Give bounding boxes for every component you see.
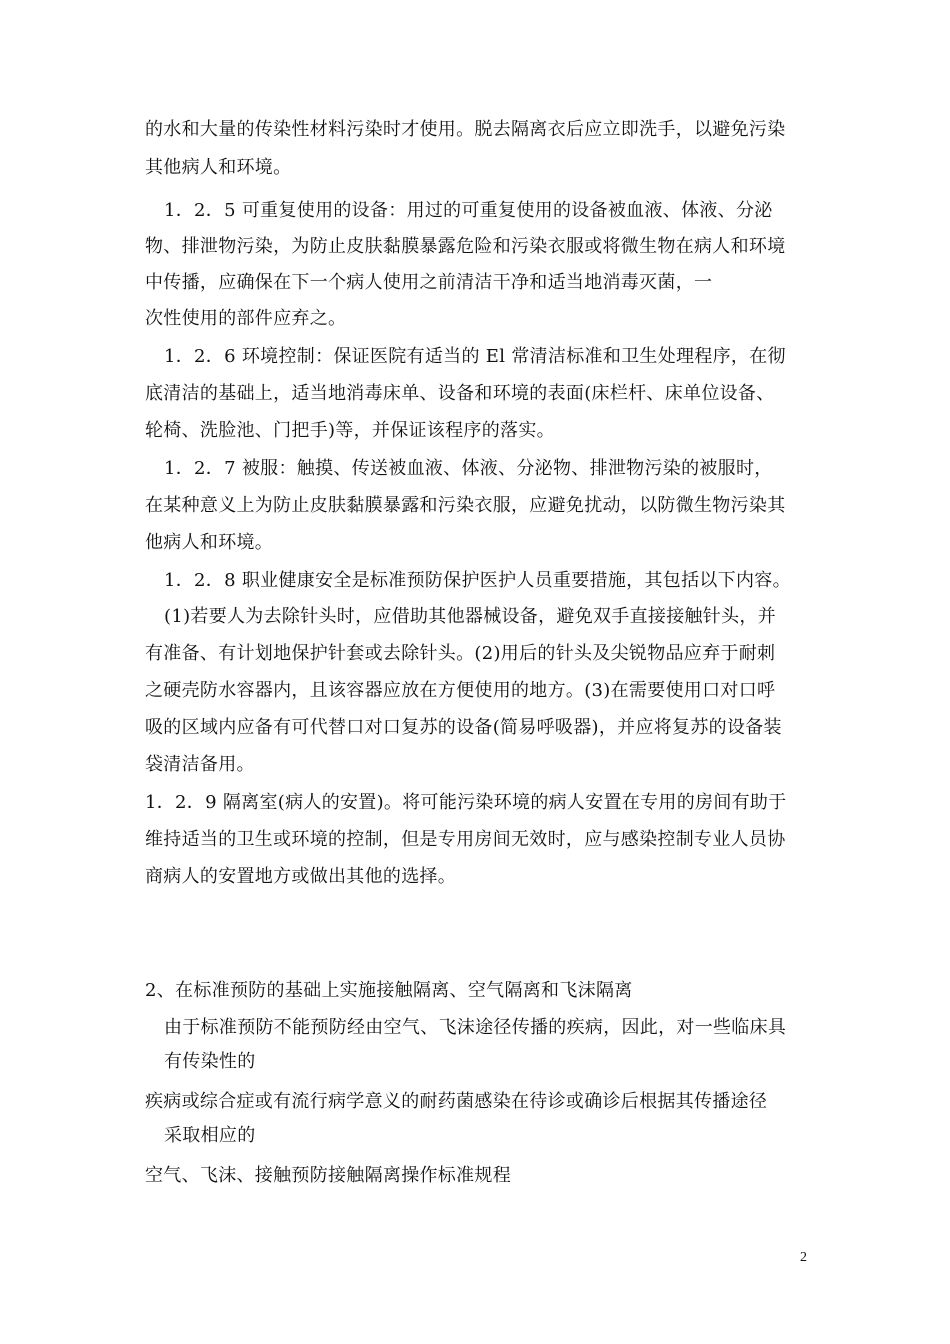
- page-number: 2: [800, 1250, 807, 1265]
- text-line: 轮椅、洗脸池、门把手)等，并保证该程序的落实。: [145, 420, 555, 441]
- text-line: 的水和大量的传染性材料污染时才使用。脱去隔离衣后应立即洗手，以避免污染: [145, 119, 786, 140]
- section-1-2-5-heading-line: 1．2．5 可重复使用的设备：用过的可重复使用的设备被血液、体液、分泌: [164, 200, 773, 221]
- section-1-2-7-heading-line: 1．2．7 被服：触摸、传送被血液、体液、分泌物、排泄物污染的被服时，: [164, 458, 773, 479]
- section-1-2-9-heading-line: 1．2．9 隔离室(病人的安置)。将可能污染环境的病人安置在专用的房间有助于: [145, 792, 787, 813]
- text-line: 商病人的安置地方或做出其他的选择。: [145, 866, 457, 887]
- text-line: 维持适当的卫生或环境的控制，但是专用房间无效时，应与感染控制专业人员协: [145, 829, 786, 850]
- text-line: 袋清洁备用。: [145, 754, 255, 775]
- text-line: 他病人和环境。: [145, 532, 274, 553]
- text-line: 有传染性的: [164, 1051, 256, 1072]
- text-line: (1)若要人为去除针头时，应借助其他器械设备，避免双手直接接触针头，并: [164, 606, 776, 627]
- section-1-2-6-heading-line: 1．2．6 环境控制：保证医院有适当的 El 常清洁标准和卫生处理程序，在彻: [164, 346, 786, 367]
- text-line: 中传播，应确保在下一个病人使用之前清洁干净和适当地消毒灭菌，一: [145, 272, 713, 293]
- text-line: 次性使用的部件应弃之。: [145, 308, 347, 329]
- text-line: 疾病或综合症或有流行病学意义的耐药菌感染在待诊或确诊后根据其传播途径: [145, 1091, 768, 1112]
- text-line: 底清洁的基础上，适当地消毒床单、设备和环境的表面(床栏杆、床单位设备、: [145, 383, 775, 404]
- text-line: 其他病人和环境。: [145, 157, 292, 178]
- text-line: 有准备、有计划地保护针套或去除针头。(2)用后的针头及尖锐物品应弃于耐刺: [145, 643, 776, 664]
- text-line: 由于标准预防不能预防经由空气、飞沫途径传播的疾病，因此，对一些临床具: [164, 1017, 787, 1038]
- section-1-2-8-heading-line: 1．2．8 职业健康安全是标准预防保护医护人员重要措施，其包括以下内容。: [164, 570, 791, 591]
- text-line: 在某种意义上为防止皮肤黏膜暴露和污染衣服，应避免扰动，以防微生物污染其: [145, 495, 786, 516]
- section-2-heading: 2、在标准预防的基础上实施接触隔离、空气隔离和飞沫隔离: [145, 980, 633, 1001]
- text-line: 吸的区域内应备有可代替口对口复苏的设备(简易呼吸器)，并应将复苏的设备装: [145, 717, 782, 738]
- text-line: 之硬壳防水容器内，且该容器应放在方便使用的地方。(3)在需要使用口对口呼: [145, 680, 776, 701]
- text-line: 空气、飞沫、接触预防接触隔离操作标准规程: [145, 1165, 511, 1186]
- text-line: 采取相应的: [164, 1125, 256, 1146]
- text-line: 物、排泄物污染，为防止皮肤黏膜暴露危险和污染衣服或将微生物在病人和环境: [145, 236, 786, 257]
